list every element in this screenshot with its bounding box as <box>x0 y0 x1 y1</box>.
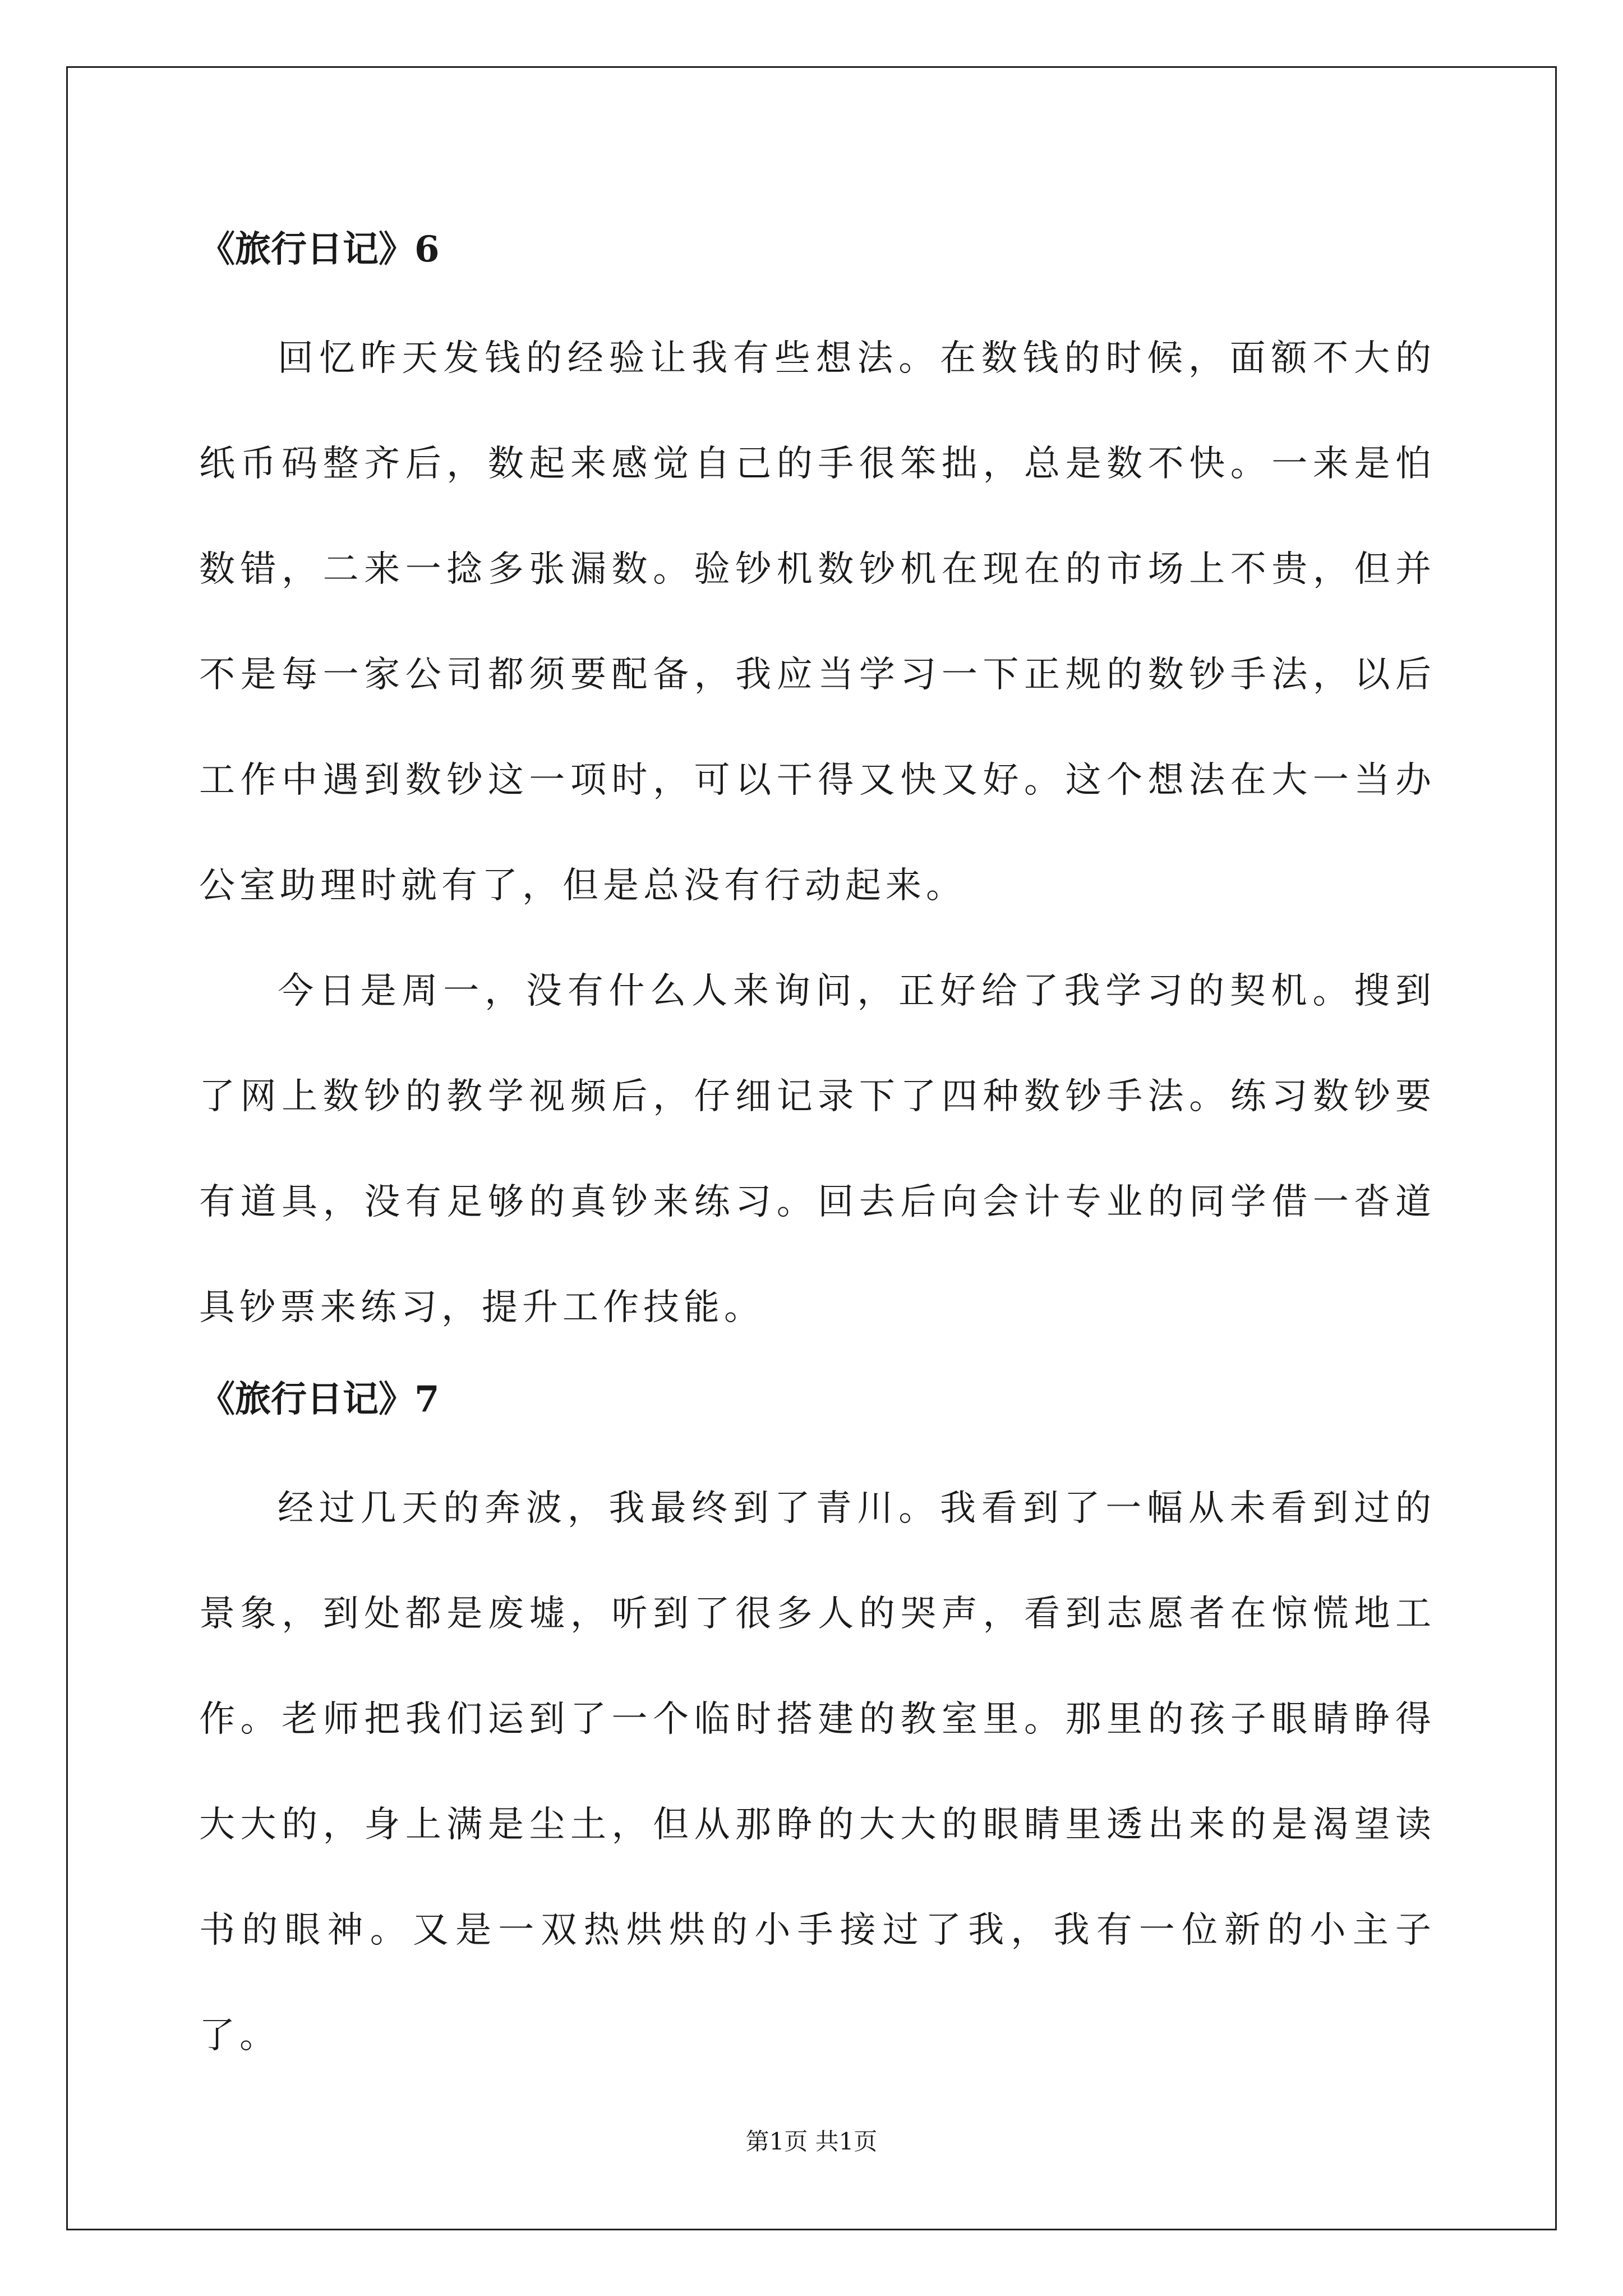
section-heading: 《旅行日记》7 <box>199 1378 440 1420</box>
document-body <box>199 222 1436 2088</box>
paragraph: 经过几天的奔波，我最终到了青川。我看到了一幅从未看到过的景象，到处都是废墟，听到了很多人的哭声，看到志愿者在惊慌地工作。老师把我们运到了一个临时搭建的教室里。那里的孩子眼睛睁得大大的，身上满是尘土，但从那睁的大大的眼睛里透出来的是渴望读书的眼神。又是一双热烘烘的小手接过了我，我有一位新的小主子了。 <box>199 1488 1436 2056</box>
paragraph: 回忆昨天发钱的经验让我有些想法。在数钱的时候，面额不大的纸币码整齐后，数起来感觉自己的手很笨拙，总是数不快。一来是怕数错，二来一捻多张漏数。验钞机数钞机在现在的市场上不贵，但并不是每一家公司都须要配备，我应当学习一下正规的数钞手法，以后工作中遇到数钞这一项时，可以干得又快又好。这个想法在大一当办公室助理时就有了，但是总没有行动起来。 <box>199 338 1436 907</box>
paragraph: 今日是周一，没有什么人来询问，正好给了我学习的契机。搜到了网上数钞的教学视频后，仔细记录下了四种数钞手法。练习数钞要有道具，没有足够的真钞来练习。回去后向会计专业的同学借一沓道具钞票来练习，提升工作技能。 <box>199 970 1436 1328</box>
page-footer: 第1页 共1页 <box>745 2128 878 2155</box>
section-heading: 《旅行日记》6 <box>199 228 440 270</box>
